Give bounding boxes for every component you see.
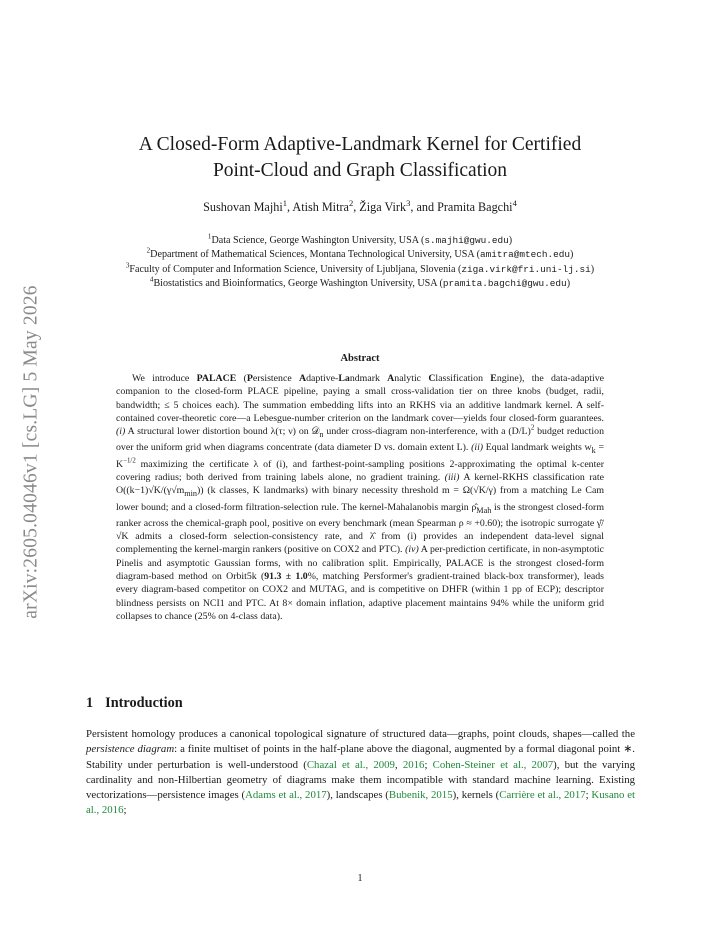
enumeration-marker: (iii) <box>444 472 460 484</box>
intro-text: ), but the varying cardinality and non-Hilbertian geometry of diagrams make them incompatible with standard machine learning. Existing vectorizations—persistence images ( <box>86 758 635 802</box>
paper-title <box>0 132 720 184</box>
affiliation-close: ) <box>566 278 571 290</box>
acronym-letter: E <box>490 373 497 384</box>
affiliation-mark: 4 <box>149 275 154 284</box>
abstract-heading: Abstract <box>340 353 380 364</box>
affiliation-text: Department of Mathematical Sciences, Montana Technological University, USA ( <box>150 249 480 261</box>
affiliation-mark: 2 <box>146 247 151 256</box>
abstract-text: is the strongest closed-form ranker across the chemical-graph pool, positive on every benchmark (mean Spearman ρ ≈ +0.60); the isotropic surrogate γ̂/√K admits a closed-form selection-consistency rate, and λ̂ from (i) provides an independent data-level signal complementing the kernel-margin rankers (positive on COX2 and PTC). <box>116 501 604 556</box>
affiliation-email[interactable]: pramita.bagchi@gwu.edu <box>442 278 567 290</box>
section-number: 1 <box>86 695 94 711</box>
acronym-letter: C <box>428 373 436 384</box>
author-separator: , <box>286 200 293 214</box>
author-separator: , <box>353 200 360 214</box>
author-name: Pramita Bagchi <box>437 200 513 214</box>
acronym-rest: ndmark <box>349 373 388 384</box>
acronym-rest: daptive- <box>306 373 339 384</box>
author-mark: 1 <box>282 197 287 208</box>
title-line-1: A Closed-Form Adaptive-Landmark Kernel for Certified <box>138 134 582 155</box>
abstract-text: budget reduction over the uniform grid when diagrams concentrate (data diameter D vs. domain extent L). <box>116 426 604 454</box>
citation-link[interactable]: 2016 <box>402 758 425 771</box>
intro-text: Persistent homology produces a canonical topological signature of structured data—graphs, point clouds, shapes—called the <box>86 728 635 740</box>
affiliation-item <box>80 263 640 277</box>
acronym-letter: A <box>387 373 395 384</box>
abstract-text: Equal landmark weights w <box>483 442 592 454</box>
affiliation-email[interactable]: ziga.virk@fri.uni-lj.si <box>461 263 591 275</box>
acronym-rest: ersistence <box>252 373 299 384</box>
abstract-text: We introduce <box>132 373 197 384</box>
affiliation-mark: 3 <box>125 261 130 270</box>
emphasis: persistence diagram <box>86 743 175 756</box>
section-heading <box>86 695 183 712</box>
intro-text: ; <box>123 804 127 817</box>
result-value: 91.3 ± 1.0 <box>264 571 308 583</box>
abstract-text: A per-prediction certificate, in non-asymptotic Pinelis and asymptotic Gaussian forms, with no calibration split. Empirically, PALACE is the strongest closed-form diagram-based method on Orbit5k ( <box>116 544 604 583</box>
abstract-text: A kernel-RKHS classification rate O((k−1)√K/(γ√m <box>116 472 605 497</box>
affiliation-email[interactable]: s.majhi@gwu.edu <box>424 235 509 246</box>
abstract-text: )) (k classes, K landmarks) with binary necessity threshold m = Ω(√K/γ) from a matching Le Cam lower bound; and a closed-form filtration-selection rule. The kernel-Mahalanobis margin ρ̂ <box>116 485 604 513</box>
affiliation-email[interactable]: amitra@mtech.edu <box>479 249 570 261</box>
intro-text: ), kernels ( <box>452 789 500 802</box>
abstract-text: = K <box>116 442 604 470</box>
citation-link[interactable]: Cohen-Steiner et al., 2007 <box>432 758 554 771</box>
page-number: 1 <box>357 873 363 884</box>
citation-link[interactable]: Carrière et al., 2017 <box>499 789 586 802</box>
abstract-text: maximizing the certificate λ of (i), and farthest-point-sampling positions 2-approximating the optimal k-center covering radius; both derived from training labels alone, no gradient training. <box>116 458 604 484</box>
affiliation-text: Faculty of Computer and Information Science, University of Ljubljana, Slovenia ( <box>129 263 462 275</box>
abstract-body <box>116 372 604 623</box>
author-name: Žiga Virk <box>359 200 407 214</box>
enumeration-marker: (iv) <box>405 544 419 556</box>
citation-link[interactable]: Chazal et al., 2009 <box>306 758 395 771</box>
math-superscript: −1/2 <box>123 457 136 465</box>
arxiv-sidebar <box>17 262 47 642</box>
citation-link[interactable]: Bubenik, 2015 <box>388 789 453 802</box>
intro-text: , <box>394 758 403 771</box>
affiliation-close: ) <box>508 235 513 246</box>
author-mark: 2 <box>348 197 354 208</box>
author-mark: 3 <box>406 197 411 208</box>
intro-text: ), landscapes ( <box>326 789 389 802</box>
abstract-text: ( <box>236 373 247 384</box>
math-subscript: min <box>184 489 198 499</box>
acronym-rest: ngine <box>496 373 519 384</box>
intro-text: ; <box>424 758 433 771</box>
math-subscript: Mah <box>476 505 492 515</box>
math-subscript: k <box>591 446 596 456</box>
abstract-text: ), the data-adaptive companion to the closed-form PLACE pipeline, paying a small cross-validation tier on three knobs (budget, radii, bandwidth; ≤ 5 choices each). The summation embedding lifts into an RKHS via an additive landmark kernel. A self-contained cover-theoretic core—a Lebesgue-number criterion on the landmark cover—yields four closed-form guarantees. <box>116 373 604 424</box>
citation-link[interactable]: Adams et al., 2017 <box>245 789 327 802</box>
author-mark: 4 <box>512 197 517 208</box>
affiliation-item <box>80 234 640 248</box>
introduction-body <box>86 727 635 819</box>
enumeration-marker: (ii) <box>471 442 484 454</box>
affiliation-item <box>80 277 640 291</box>
intro-text: ; <box>585 789 592 802</box>
acronym-letter: A <box>298 373 307 384</box>
affiliation-close: ) <box>590 263 595 275</box>
arxiv-identifier: arXiv:2605.04046v1 [cs.LG] 5 May 2026 <box>21 285 42 619</box>
abstract-text: under cross-diagram non-interference, with a (D/L) <box>323 426 531 438</box>
enumeration-marker: (i) <box>116 426 126 438</box>
affiliation-mark: 1 <box>207 232 212 241</box>
citation-link[interactable]: Kusano et al., 2016 <box>86 789 635 817</box>
math-subscript: n <box>319 430 324 440</box>
section-title: Introduction <box>105 695 183 711</box>
author-separator: , and <box>410 200 438 214</box>
affiliation-close: ) <box>569 249 574 261</box>
acronym-letter: La <box>338 373 350 384</box>
abstract-text: A structural lower distortion bound λ(τ; ν) on 𝒟 <box>125 426 320 438</box>
author-list <box>0 197 720 215</box>
affiliation-text: Data Science, George Washington University, USA ( <box>211 235 425 246</box>
acronym-rest: nalytic <box>394 373 429 384</box>
title-line-2: Point-Cloud and Graph Classification <box>212 160 508 181</box>
author-name: Atish Mitra <box>292 200 349 214</box>
acronym-letter: P <box>246 373 253 384</box>
abstract-text: %, matching Persformer's gradient-trained black-box transformer), leads every diagram-based competitor on COX2 and MUTAG, and is competitive on DHFR (within 1 pp of ECP); descriptor blindness persists on NCI1 and PTC. At 8× domain inflation, adaptive placement maintains 94% while the uniform grid collapses to chance (25% on 4-class data). <box>116 571 604 622</box>
math-superscript: 2 <box>530 424 535 432</box>
affiliation-text: Biostatistics and Bioinformatics, George Washington University, USA ( <box>153 278 443 290</box>
acronym-rest: lassification <box>435 373 491 384</box>
affiliation-list <box>80 234 640 292</box>
affiliation-item <box>80 248 640 262</box>
author-name: Sushovan Majhi <box>203 200 283 214</box>
intro-text: : a finite multiset of points in the half-plane above the diagonal, augmented by a formal diagonal point ∗. Stability under perturbation is well-understood ( <box>86 743 635 771</box>
acronym: PALACE <box>196 373 237 384</box>
